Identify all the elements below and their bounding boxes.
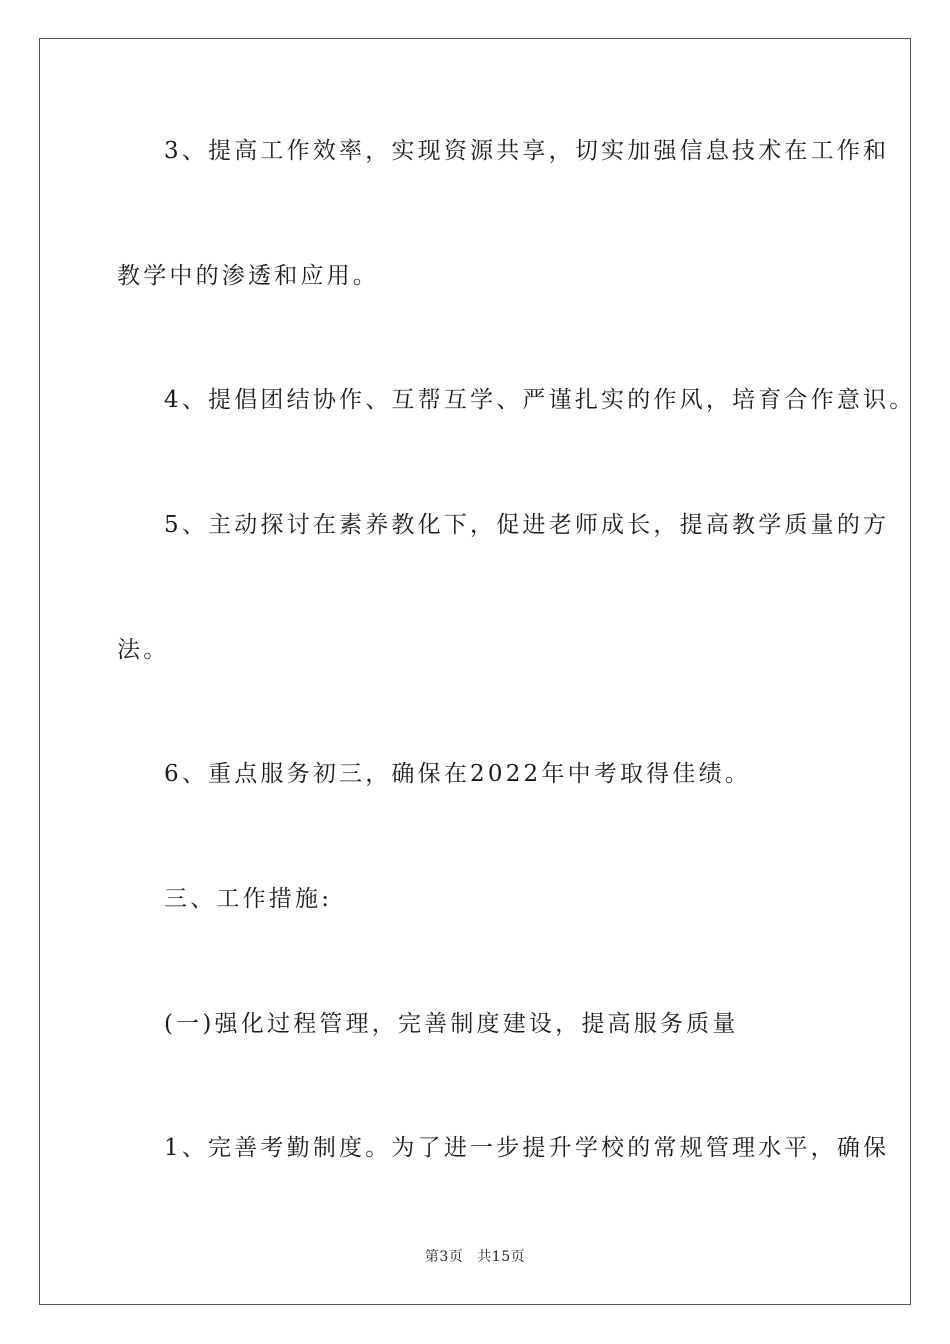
paragraph-line-4: 5、主动探讨在素养教化下，促进老师成长，提高教学质量的方: [164, 512, 890, 538]
paragraph-line-1: 3、提高工作效率，实现资源共享，切实加强信息技术在工作和: [164, 138, 890, 164]
paragraph-line-6: 6、重点服务初三，确保在2022年中考取得佳绩。: [164, 761, 751, 787]
paragraph-line-2: 教学中的渗透和应用。: [117, 263, 379, 289]
paragraph-line-5: 法。: [117, 637, 170, 663]
section-heading: 三、工作措施:: [164, 886, 333, 912]
page-total: 共15页: [477, 1249, 526, 1265]
page-number: 第3页: [424, 1249, 464, 1265]
page-border: [39, 38, 916, 1305]
subsection-heading: (一)强化过程管理，完善制度建设，提高服务质量: [164, 1011, 739, 1037]
paragraph-line-3: 4、提倡团结协作、互帮互学、严谨扎实的作风，培育合作意识。: [164, 387, 916, 413]
page-footer: [0, 1248, 950, 1266]
paragraph-line-9: 1、完善考勤制度。为了进一步提升学校的常规管理水平，确保: [164, 1135, 890, 1161]
